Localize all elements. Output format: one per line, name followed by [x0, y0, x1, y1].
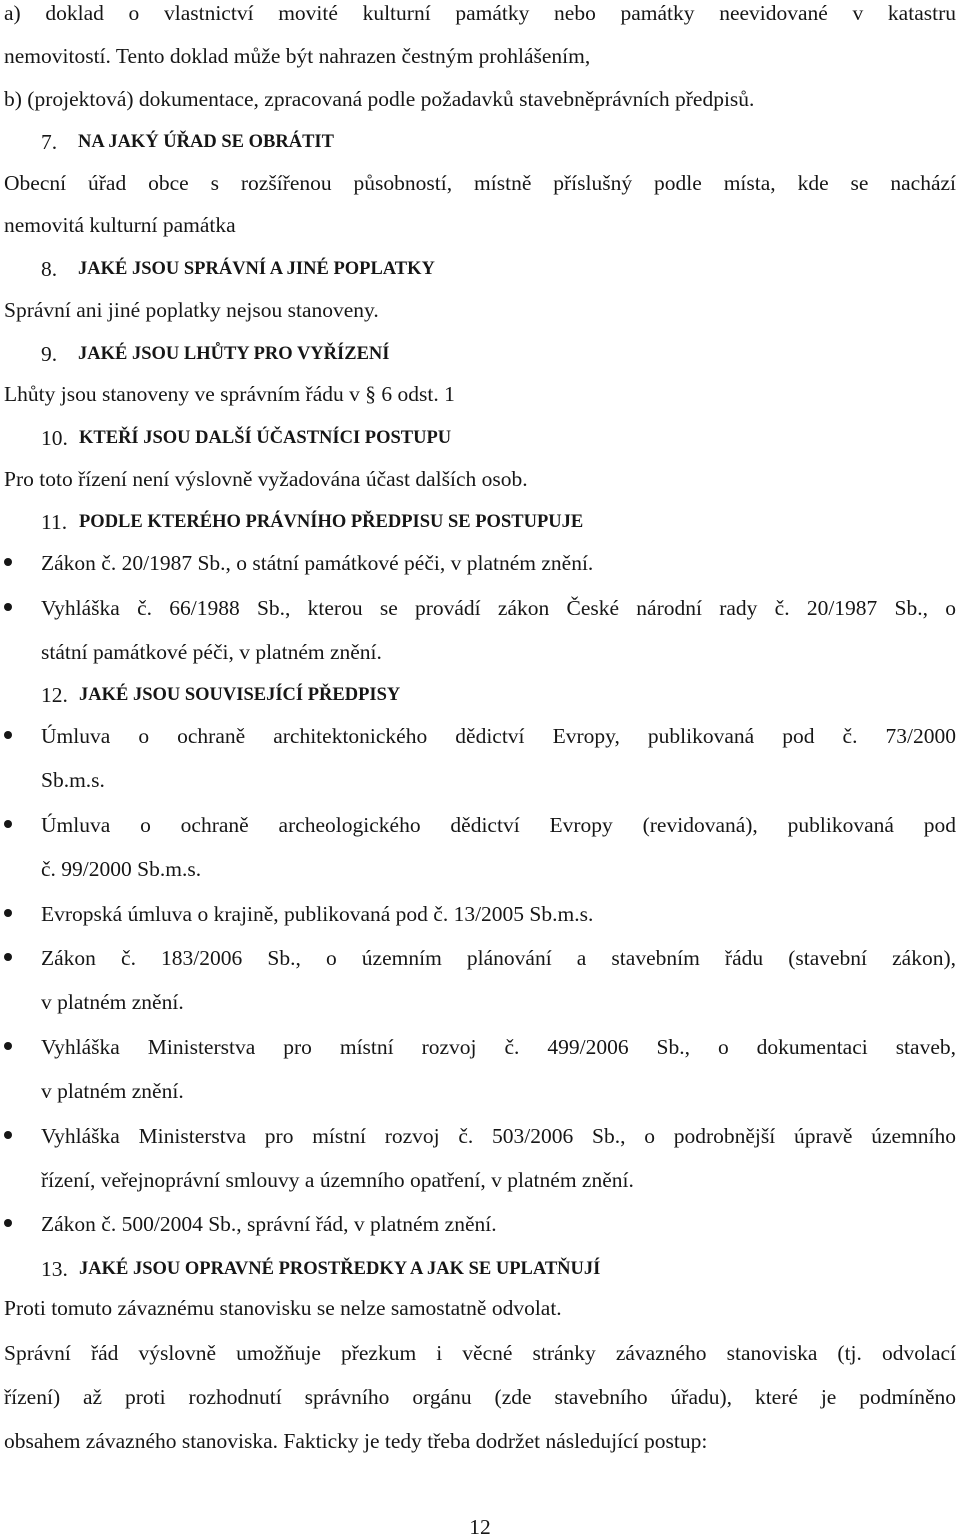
- list-item: Vyhláška č. 66/1988 Sb., kterou se provádí zákon České národní rady č. 20/1987 Sb., o: [41, 596, 956, 620]
- list-item: Vyhláška Ministerstva pro místní rozvoj č. 499/2006 Sb., o dokumentaci staveb,: [41, 1035, 956, 1059]
- list-item: Úmluva o ochraně archeologického dědictví Evropy (revidovaná), publikovaná pod: [41, 813, 956, 837]
- bullet-icon: [4, 731, 12, 739]
- section-12-heading: JAKÉ JSOU SOUVISEJÍCÍ PŘEDPISY: [79, 685, 401, 705]
- section-11-number: 11.: [41, 510, 68, 534]
- text-line: nemovitá kulturní památka: [4, 213, 236, 237]
- bullet-icon: [4, 1042, 12, 1050]
- page-number: 12: [469, 1515, 491, 1539]
- section-9-heading: JAKÉ JSOU LHŮTY PRO VYŘÍZENÍ: [78, 344, 390, 364]
- text-line: Pro toto řízení není výslovně vyžadována účast dalších osob.: [4, 467, 528, 491]
- text-line: Správní ani jiné poplatky nejsou stanoveny.: [4, 298, 379, 322]
- section-11-heading: PODLE KTERÉHO PRÁVNÍHO PŘEDPISU SE POSTUPUJE: [79, 512, 584, 532]
- list-item-continuation: řízení, veřejnoprávní smlouvy a územního opatření, v platném znění.: [41, 1168, 634, 1192]
- list-item-continuation: č. 99/2000 Sb.m.s.: [41, 857, 202, 881]
- bullet-icon: [4, 1131, 12, 1139]
- section-13-number: 13.: [41, 1257, 68, 1281]
- section-12-number: 12.: [41, 683, 68, 707]
- list-item-continuation: státní památkové péči, v platném znění.: [41, 640, 382, 664]
- text-line: řízení) až proti rozhodnutí správního orgánu (zde stavebního úřadu), které je podmíněno: [4, 1385, 956, 1409]
- section-9-number: 9.: [41, 342, 58, 366]
- text-line: Správní řád výslovně umožňuje přezkum i věcné stránky závazného stanoviska (tj. odvolací: [4, 1341, 956, 1365]
- bullet-icon: [4, 558, 12, 566]
- text-line: nemovitostí. Tento doklad může být nahrazen čestným prohlášením,: [4, 44, 591, 68]
- text-line: Obecní úřad obce s rozšířenou působností, místně příslušný podle místa, kde se nachází: [4, 171, 956, 195]
- list-item-continuation: Sb.m.s.: [41, 768, 105, 792]
- list-item: Evropská úmluva o krajině, publikovaná pod č. 13/2005 Sb.m.s.: [41, 902, 594, 926]
- list-item: Zákon č. 183/2006 Sb., o územním plánování a stavebním řádu (stavební zákon),: [41, 946, 956, 970]
- bullet-icon: [4, 1219, 12, 1227]
- list-item-b: b) (projektová) dokumentace, zpracovaná podle požadavků stavebněprávních předpisů.: [4, 87, 755, 111]
- text-line: Proti tomuto závaznému stanovisku se nelze samostatně odvolat.: [4, 1296, 562, 1320]
- section-8-number: 8.: [41, 257, 58, 281]
- list-item: Úmluva o ochraně architektonického dědictví Evropy, publikovaná pod č. 73/2000: [41, 724, 956, 748]
- section-7-heading: NA JAKÝ ÚŘAD SE OBRÁTIT: [78, 132, 334, 152]
- list-item: Zákon č. 500/2004 Sb., správní řád, v platném znění.: [41, 1212, 497, 1236]
- section-10-heading: KTEŘÍ JSOU DALŠÍ ÚČASTNÍCI POSTUPU: [79, 428, 452, 448]
- list-item: Vyhláška Ministerstva pro místní rozvoj č. 503/2006 Sb., o podrobnější úpravě územního: [41, 1124, 956, 1148]
- section-8-heading: JAKÉ JSOU SPRÁVNÍ A JINÉ POPLATKY: [78, 259, 435, 279]
- bullet-icon: [4, 820, 12, 828]
- section-13-heading: JAKÉ JSOU OPRAVNÉ PROSTŘEDKY A JAK SE UPLATŇUJÍ: [79, 1259, 601, 1279]
- list-item: Zákon č. 20/1987 Sb., o státní památkové péči, v platném znění.: [41, 551, 594, 575]
- text-line: Lhůty jsou stanoveny ve správním řádu v § 6 odst. 1: [4, 382, 455, 406]
- list-item-continuation: v platném znění.: [41, 990, 184, 1014]
- section-7-number: 7.: [41, 130, 58, 154]
- section-10-number: 10.: [41, 426, 68, 450]
- bullet-icon: [4, 953, 12, 961]
- bullet-icon: [4, 603, 12, 611]
- list-item-a: a) doklad o vlastnictví movité kulturní památky nebo památky neevidované v katastru: [4, 1, 956, 25]
- text-line: obsahem závazného stanoviska. Fakticky je tedy třeba dodržet následující postup:: [4, 1429, 708, 1453]
- list-item-continuation: v platném znění.: [41, 1079, 184, 1103]
- bullet-icon: [4, 909, 12, 917]
